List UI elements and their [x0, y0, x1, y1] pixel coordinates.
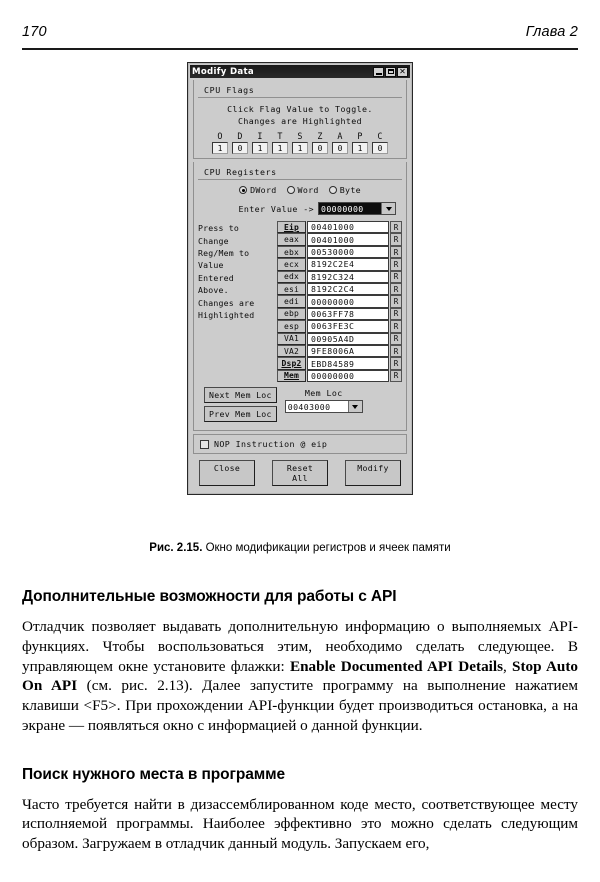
- figure-caption-text: Окно модификации регистров и ячеек памяти: [202, 542, 451, 554]
- cpu-flags-label: CPU Flags: [204, 85, 255, 95]
- register-button-eip[interactable]: Eip: [277, 221, 306, 233]
- cpu-flags-row: [198, 131, 402, 154]
- register-value-va1[interactable]: 00905A4D: [307, 333, 389, 345]
- section-heading-search: Поиск нужного места в программе: [22, 765, 285, 783]
- section-heading-api: Дополнительные возможности для работы с API: [22, 588, 397, 605]
- register-value-ecx[interactable]: 8192C2E4: [307, 258, 389, 270]
- register-value-mem[interactable]: 00000000: [307, 370, 389, 382]
- register-row: [277, 246, 402, 258]
- radio-option-dword[interactable]: [239, 185, 276, 195]
- flag-name-D: D: [237, 131, 243, 142]
- register-row: [277, 283, 402, 295]
- close-button[interactable]: ✕: [397, 67, 408, 77]
- dialog-footer-buttons: [193, 458, 407, 489]
- register-value-ebp[interactable]: 0063FF78: [307, 308, 389, 320]
- register-value-esi[interactable]: 8192C2C4: [307, 283, 389, 295]
- register-button-ebp[interactable]: ebp: [277, 308, 306, 320]
- register-button-edi[interactable]: edi: [277, 295, 306, 307]
- flag-cell-D: [232, 131, 248, 154]
- register-button-va1[interactable]: VA1: [277, 333, 306, 345]
- register-row: [277, 333, 402, 345]
- para1-part-a: Отладчик позволяет выдавать дополнительную информацию о выполняемых API-функциях. Чтобы воспользоваться этим, необходимо сделать следующее. В управляющем окне установите флажки:: [22, 618, 578, 675]
- register-value-eax[interactable]: 00401000: [307, 233, 389, 245]
- cpu-registers-label: CPU Registers: [204, 167, 277, 178]
- page-number: 170: [22, 24, 47, 40]
- flag-value-I[interactable]: 1: [252, 142, 268, 154]
- register-value-dsp2[interactable]: EBD84589: [307, 357, 389, 369]
- help-line-7: Changes are: [198, 297, 255, 308]
- reset-all-button[interactable]: Reset All: [272, 460, 328, 486]
- register-row: [277, 221, 402, 233]
- register-value-esp[interactable]: 0063FE3C: [307, 320, 389, 332]
- register-reset-ebx[interactable]: R: [390, 246, 402, 258]
- flag-value-S[interactable]: 1: [292, 142, 308, 154]
- flag-value-C[interactable]: 0: [372, 142, 388, 154]
- flag-name-S: S: [297, 131, 303, 142]
- enter-value-combobox[interactable]: [318, 202, 396, 215]
- flag-cell-Z: [312, 131, 328, 154]
- flag-name-T: T: [277, 131, 283, 142]
- cpu-flags-group: [193, 80, 407, 159]
- dialog-body: [190, 78, 410, 492]
- figure-caption: [0, 542, 600, 554]
- register-reset-esi[interactable]: R: [390, 283, 402, 295]
- register-row: [277, 271, 402, 283]
- register-reset-va1[interactable]: R: [390, 333, 402, 345]
- help-line-2: Change: [198, 235, 229, 246]
- register-button-esp[interactable]: esp: [277, 320, 306, 332]
- help-line-3: Reg/Mem to: [198, 247, 250, 258]
- paragraph-search: Часто требуется найти в дизассемблированном коде место, соответствующее месту исполняемой программы. Наиболее эффективно это можно сделать следующим образом. Загружаем в отладчик данный модуль. Запускаем его,: [22, 795, 578, 852]
- flag-name-I: I: [257, 131, 263, 142]
- para1-part-b: ,: [503, 657, 513, 675]
- mem-loc-combobox[interactable]: [285, 400, 363, 413]
- window-controls: [373, 67, 408, 77]
- mem-loc-label: Mem Loc: [304, 388, 343, 399]
- radio-byte-icon: [329, 186, 337, 194]
- prev-mem-loc-button[interactable]: Prev Mem Loc: [204, 406, 277, 422]
- help-line-5: Entered: [198, 272, 234, 283]
- register-button-va2[interactable]: VA2: [277, 345, 306, 357]
- register-value-ebx[interactable]: 00530000: [307, 246, 389, 258]
- flag-cell-O: [212, 131, 228, 154]
- register-row: [277, 345, 402, 357]
- dialog-title-bar[interactable]: [190, 65, 410, 78]
- flag-cell-S: [292, 131, 308, 154]
- register-row: [277, 370, 402, 382]
- nop-instruction-checkbox[interactable]: [200, 440, 209, 449]
- register-reset-va2[interactable]: R: [390, 345, 402, 357]
- radio-byte-label: Byte: [339, 185, 361, 196]
- para1-bold-enable-documented: Enable Documented API Details: [289, 657, 504, 675]
- flag-cell-P: [352, 131, 368, 154]
- register-button-ebx[interactable]: ebx: [277, 246, 306, 258]
- flag-name-O: O: [217, 131, 223, 142]
- next-mem-loc-button[interactable]: Next Mem Loc: [204, 387, 277, 403]
- flag-name-P: P: [357, 131, 363, 142]
- figure-modify-data-window: [0, 62, 600, 495]
- radio-word-icon: [287, 186, 295, 194]
- register-button-dsp2[interactable]: Dsp2: [277, 357, 306, 369]
- register-row: [277, 320, 402, 332]
- chevron-down-icon[interactable]: [381, 203, 395, 214]
- register-button-edx[interactable]: edx: [277, 271, 306, 283]
- register-button-ecx[interactable]: ecx: [277, 258, 306, 270]
- mem-loc-area: [198, 382, 402, 426]
- nop-instruction-group[interactable]: [193, 434, 407, 454]
- registers-table: [277, 221, 402, 382]
- flag-value-O[interactable]: 1: [212, 142, 228, 154]
- register-row: [277, 357, 402, 369]
- register-reset-mem[interactable]: R: [390, 370, 402, 382]
- flag-name-Z: Z: [317, 131, 323, 142]
- modify-button[interactable]: Modify: [345, 460, 401, 486]
- registers-area: [198, 221, 402, 382]
- flag-value-Z[interactable]: 0: [312, 142, 328, 154]
- registers-help-text: [198, 221, 272, 322]
- register-button-esi[interactable]: esi: [277, 283, 306, 295]
- register-value-eip[interactable]: 00401000: [307, 221, 389, 233]
- chapter-label: Глава 2: [525, 24, 578, 40]
- para1-bold-stop-auto: Stop Auto On API: [22, 657, 579, 695]
- flags-instruction-line-1: Click Flag Value to Toggle.: [227, 104, 373, 114]
- register-row: [277, 308, 402, 320]
- minimize-button[interactable]: [373, 67, 384, 77]
- register-reset-ebp[interactable]: R: [390, 308, 402, 320]
- radio-option-word[interactable]: [287, 185, 319, 195]
- dialog-title: Modify Data: [192, 66, 255, 77]
- register-value-edi[interactable]: 00000000: [307, 295, 389, 307]
- enter-value-row: [198, 202, 402, 215]
- help-line-4: Value: [198, 260, 224, 271]
- radio-word-label: Word: [297, 185, 319, 196]
- flag-value-A[interactable]: 0: [332, 142, 348, 154]
- flag-value-D[interactable]: 0: [232, 142, 248, 154]
- cpu-registers-group: [193, 162, 407, 431]
- chevron-down-icon[interactable]: [348, 401, 362, 412]
- nop-instruction-label: NOP Instruction @ eip: [214, 439, 328, 450]
- register-row: [277, 295, 402, 307]
- enter-value-input[interactable]: 00000000: [319, 203, 381, 214]
- help-line-8: Highlighted: [198, 310, 255, 321]
- mem-nav-buttons: [204, 387, 277, 422]
- register-reset-edi[interactable]: R: [390, 295, 402, 307]
- radio-dword-label: DWord: [250, 185, 277, 196]
- flag-value-T[interactable]: 1: [272, 142, 288, 154]
- flag-cell-A: [332, 131, 348, 154]
- flag-cell-C: [372, 131, 388, 154]
- register-value-va2[interactable]: 9FE8006A: [307, 345, 389, 357]
- register-reset-edx[interactable]: R: [390, 271, 402, 283]
- para1-part-c: (см. рис. 2.13). Далее запустите программу на выполнение нажатием клавиши <F5>. При прохождении API-функции будет производиться остановка, а на экране — появляться окно с информацией о данной функции.: [22, 677, 579, 734]
- register-row: [277, 233, 402, 245]
- register-reset-eip[interactable]: R: [390, 221, 402, 233]
- mem-loc-input[interactable]: 00403000: [287, 401, 331, 412]
- register-reset-esp[interactable]: R: [390, 320, 402, 332]
- modify-data-dialog: [187, 62, 413, 495]
- page-content: [22, 588, 578, 854]
- radio-dword-icon: [239, 186, 247, 194]
- maximize-button[interactable]: [385, 67, 396, 77]
- cpu-flags-instructions: [198, 103, 402, 131]
- register-reset-ecx[interactable]: R: [390, 258, 402, 270]
- header-rule: [22, 48, 578, 50]
- register-value-edx[interactable]: 8192C324: [307, 271, 389, 283]
- radio-option-byte[interactable]: [329, 185, 361, 195]
- register-button-mem[interactable]: Mem: [277, 370, 306, 382]
- register-reset-dsp2[interactable]: R: [390, 357, 402, 369]
- paragraph-api: [22, 617, 578, 736]
- register-row: [277, 258, 402, 270]
- close-dialog-button[interactable]: Close: [199, 460, 255, 486]
- flags-instruction-line-2: Changes are Highlighted: [237, 116, 363, 127]
- flag-cell-I: [252, 131, 268, 154]
- register-button-eax[interactable]: eax: [277, 233, 306, 245]
- enter-value-label: Enter Value ->: [238, 203, 314, 214]
- flag-cell-T: [272, 131, 288, 154]
- page-running-head: [22, 24, 578, 50]
- help-line-1: Press to: [198, 223, 240, 234]
- figure-caption-number: Рис. 2.15.: [149, 542, 203, 554]
- flag-value-P[interactable]: 1: [352, 142, 368, 154]
- flag-name-A: A: [337, 131, 343, 142]
- register-reset-eax[interactable]: R: [390, 233, 402, 245]
- mem-loc-field-wrap: [285, 387, 363, 413]
- register-size-radio-group: [198, 185, 402, 195]
- flag-name-C: C: [377, 131, 383, 142]
- help-line-6: Above.: [198, 285, 229, 296]
